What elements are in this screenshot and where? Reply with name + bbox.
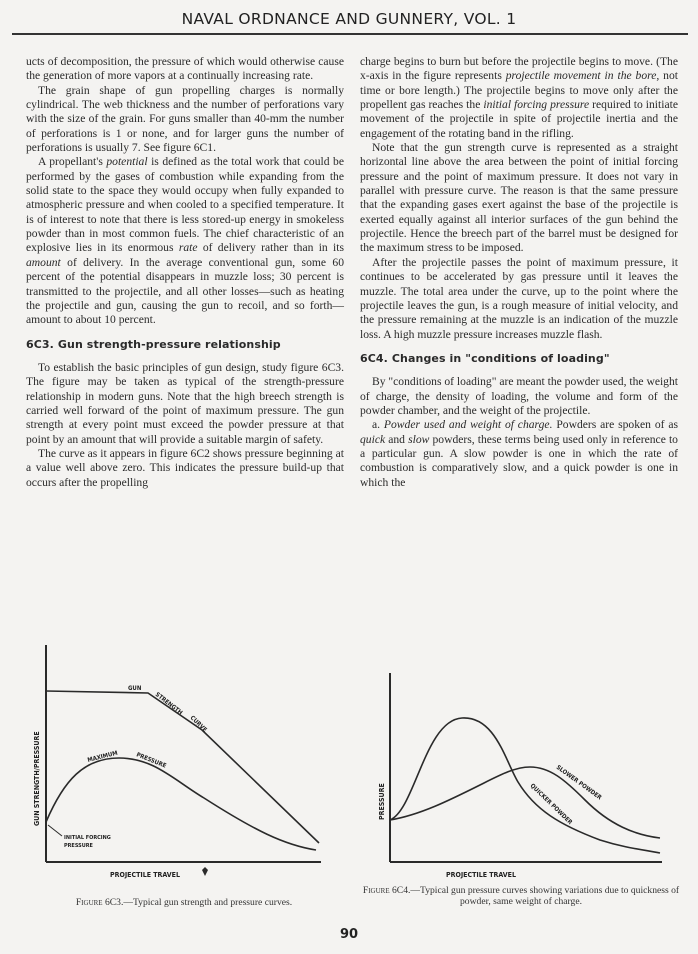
running-header: NAVAL ORDNANCE AND GUNNERY, VOL. 1 [181, 10, 517, 28]
paragraph: After the projectile passes the point of maximum pressure, it continues to be accelerated by gas pressure until it leaves the muzzle. The total area under the curve, up to the point where the projectile leaves the gun, is a rough measure of initial velocity, and the pressure remaining at the muzzle is an indication of the muzzle loss. A high muzzle pressure increases muzzle flash. [360, 255, 678, 341]
right-column [360, 55, 678, 490]
svg-text:INITIAL FORCING: INITIAL FORCING [64, 835, 111, 841]
paragraph: ucts of decomposition, the pressure of which would otherwise cause the generation of more vapors at a continually increasing rate. [26, 55, 344, 83]
paragraph: The curve as it appears in figure 6C2 shows pressure beginning at a value well above zero. This indicates the pressure build-up that occurs after the propelling [26, 446, 344, 489]
paragraph: charge begins to burn but before the projectile begins to move. (The x-axis in the figure represents projectile movement in the bore, not time or bore length.) The projectile begins to move only after the propellent gas reaches the initial forcing pressure required to initiate movement of the projectile in spite of projectile inertia and the engagement of the rotating band in the rifling. [360, 55, 678, 140]
svg-text:PROJECTILE TRAVEL: PROJECTILE TRAVEL [110, 871, 180, 879]
svg-text:PRESSURE: PRESSURE [64, 843, 93, 849]
section-heading-6c3: 6C3. Gun strength-pressure relationship [26, 337, 281, 351]
svg-text:PROJECTILE TRAVEL: PROJECTILE TRAVEL [446, 871, 516, 879]
figure-6c4 [370, 670, 690, 879]
paragraph: a. Powder used and weight of charge. Powders are spoken of as quick and slow powders, these terms being used only in reference to a particular gun. A slow powder is one in which the rate of combustion is comparatively slow, and a quick powder is one in which the [360, 418, 678, 489]
paragraph: The grain shape of gun propelling charges is normally cylindrical. The web thickness and the number of perforations vary with the size of the grain. For guns smaller than 40-mm the number of perforations is 1 or none, and for larger guns the number of perforations is usually 7. See figure 6C1. [26, 83, 344, 155]
svg-text:SLOWER POWDER: SLOWER POWDER [554, 763, 603, 802]
svg-text:PRESSURE: PRESSURE [135, 751, 168, 770]
figure-6c4-caption: Figure 6C4.—Typical gun pressure curves showing variations due to quickness of powder, same weight of charge. [362, 885, 680, 907]
section-heading-6c4: 6C4. Changes in "conditions of loading" [360, 351, 610, 365]
figure-6c3 [24, 640, 344, 880]
paragraph: To establish the basic principles of gun design, study figure 6C3. The figure may be taken as typical of the strength-pressure relationship in modern guns. Note that the high breech strength is carried well forward of the point of maximum pressure. The gun strength at every point must exceed the powder pressure at that point by an amount that will provide a suitable margin of safety. [26, 360, 344, 446]
figure-6c3-caption: Figure 6C3.—Typical gun strength and pressure curves. [75, 897, 293, 908]
svg-text:MAXIMUM: MAXIMUM [86, 749, 119, 764]
svg-text:PRESSURE: PRESSURE [378, 783, 386, 820]
svg-text:GUN STRENGTH/PRESSURE: GUN STRENGTH/PRESSURE [33, 731, 41, 826]
page-number: 90 [339, 927, 359, 942]
paragraph: Note that the gun strength curve is represented as a straight horizontal line above the area between the point of initial forcing pressure and the point of maximum pressure. It does not vary in parallel with pressure curve. The reason is that the same pressure that the expanding gases exert against the base of the projectile is exerted equally against all interior surfaces of the gun behind the projectile. Hence the breech part of the barrel must be designed for the maximum stress to be imposed. [360, 141, 678, 255]
header-rule [12, 33, 688, 35]
gun-strength-pressure-diagram [24, 640, 344, 880]
powder-quickness-pressure-diagram [370, 670, 690, 879]
svg-text:STRENGTH: STRENGTH [153, 691, 184, 717]
paragraph: By "conditions of loading" are meant the powder used, the weight of charge, the density of loading, the volume and form of the powder chamber, and the weight of the projectile. [360, 375, 679, 417]
left-column [26, 55, 344, 490]
svg-text:CURVE: CURVE [188, 714, 209, 734]
svg-text:QUICKER POWDER: QUICKER POWDER [528, 782, 574, 827]
svg-text:GUN: GUN [128, 685, 142, 692]
paragraph: A propellant's potential is defined as the total work that could be performed by the gases of combustion while expanding from the solid state to the space they would occupy when fully expanded to atmospheric pressure and when cooled to a specified temperature. It is of interest to note that there is less stored-up energy in smokeless powder than in most common fuels. The chief characteristic of an explosive lies in its enormous rate of delivery rather than in its amount of delivery. In the average conventional gun, some 60 percent of the potential disappears in muzzle loss; 30 percent is transmitted to the projectile, and all other losses—such as heating the projectile and gun, causing the gun to recoil, and so forth—amount to about 10 percent. [26, 155, 344, 327]
